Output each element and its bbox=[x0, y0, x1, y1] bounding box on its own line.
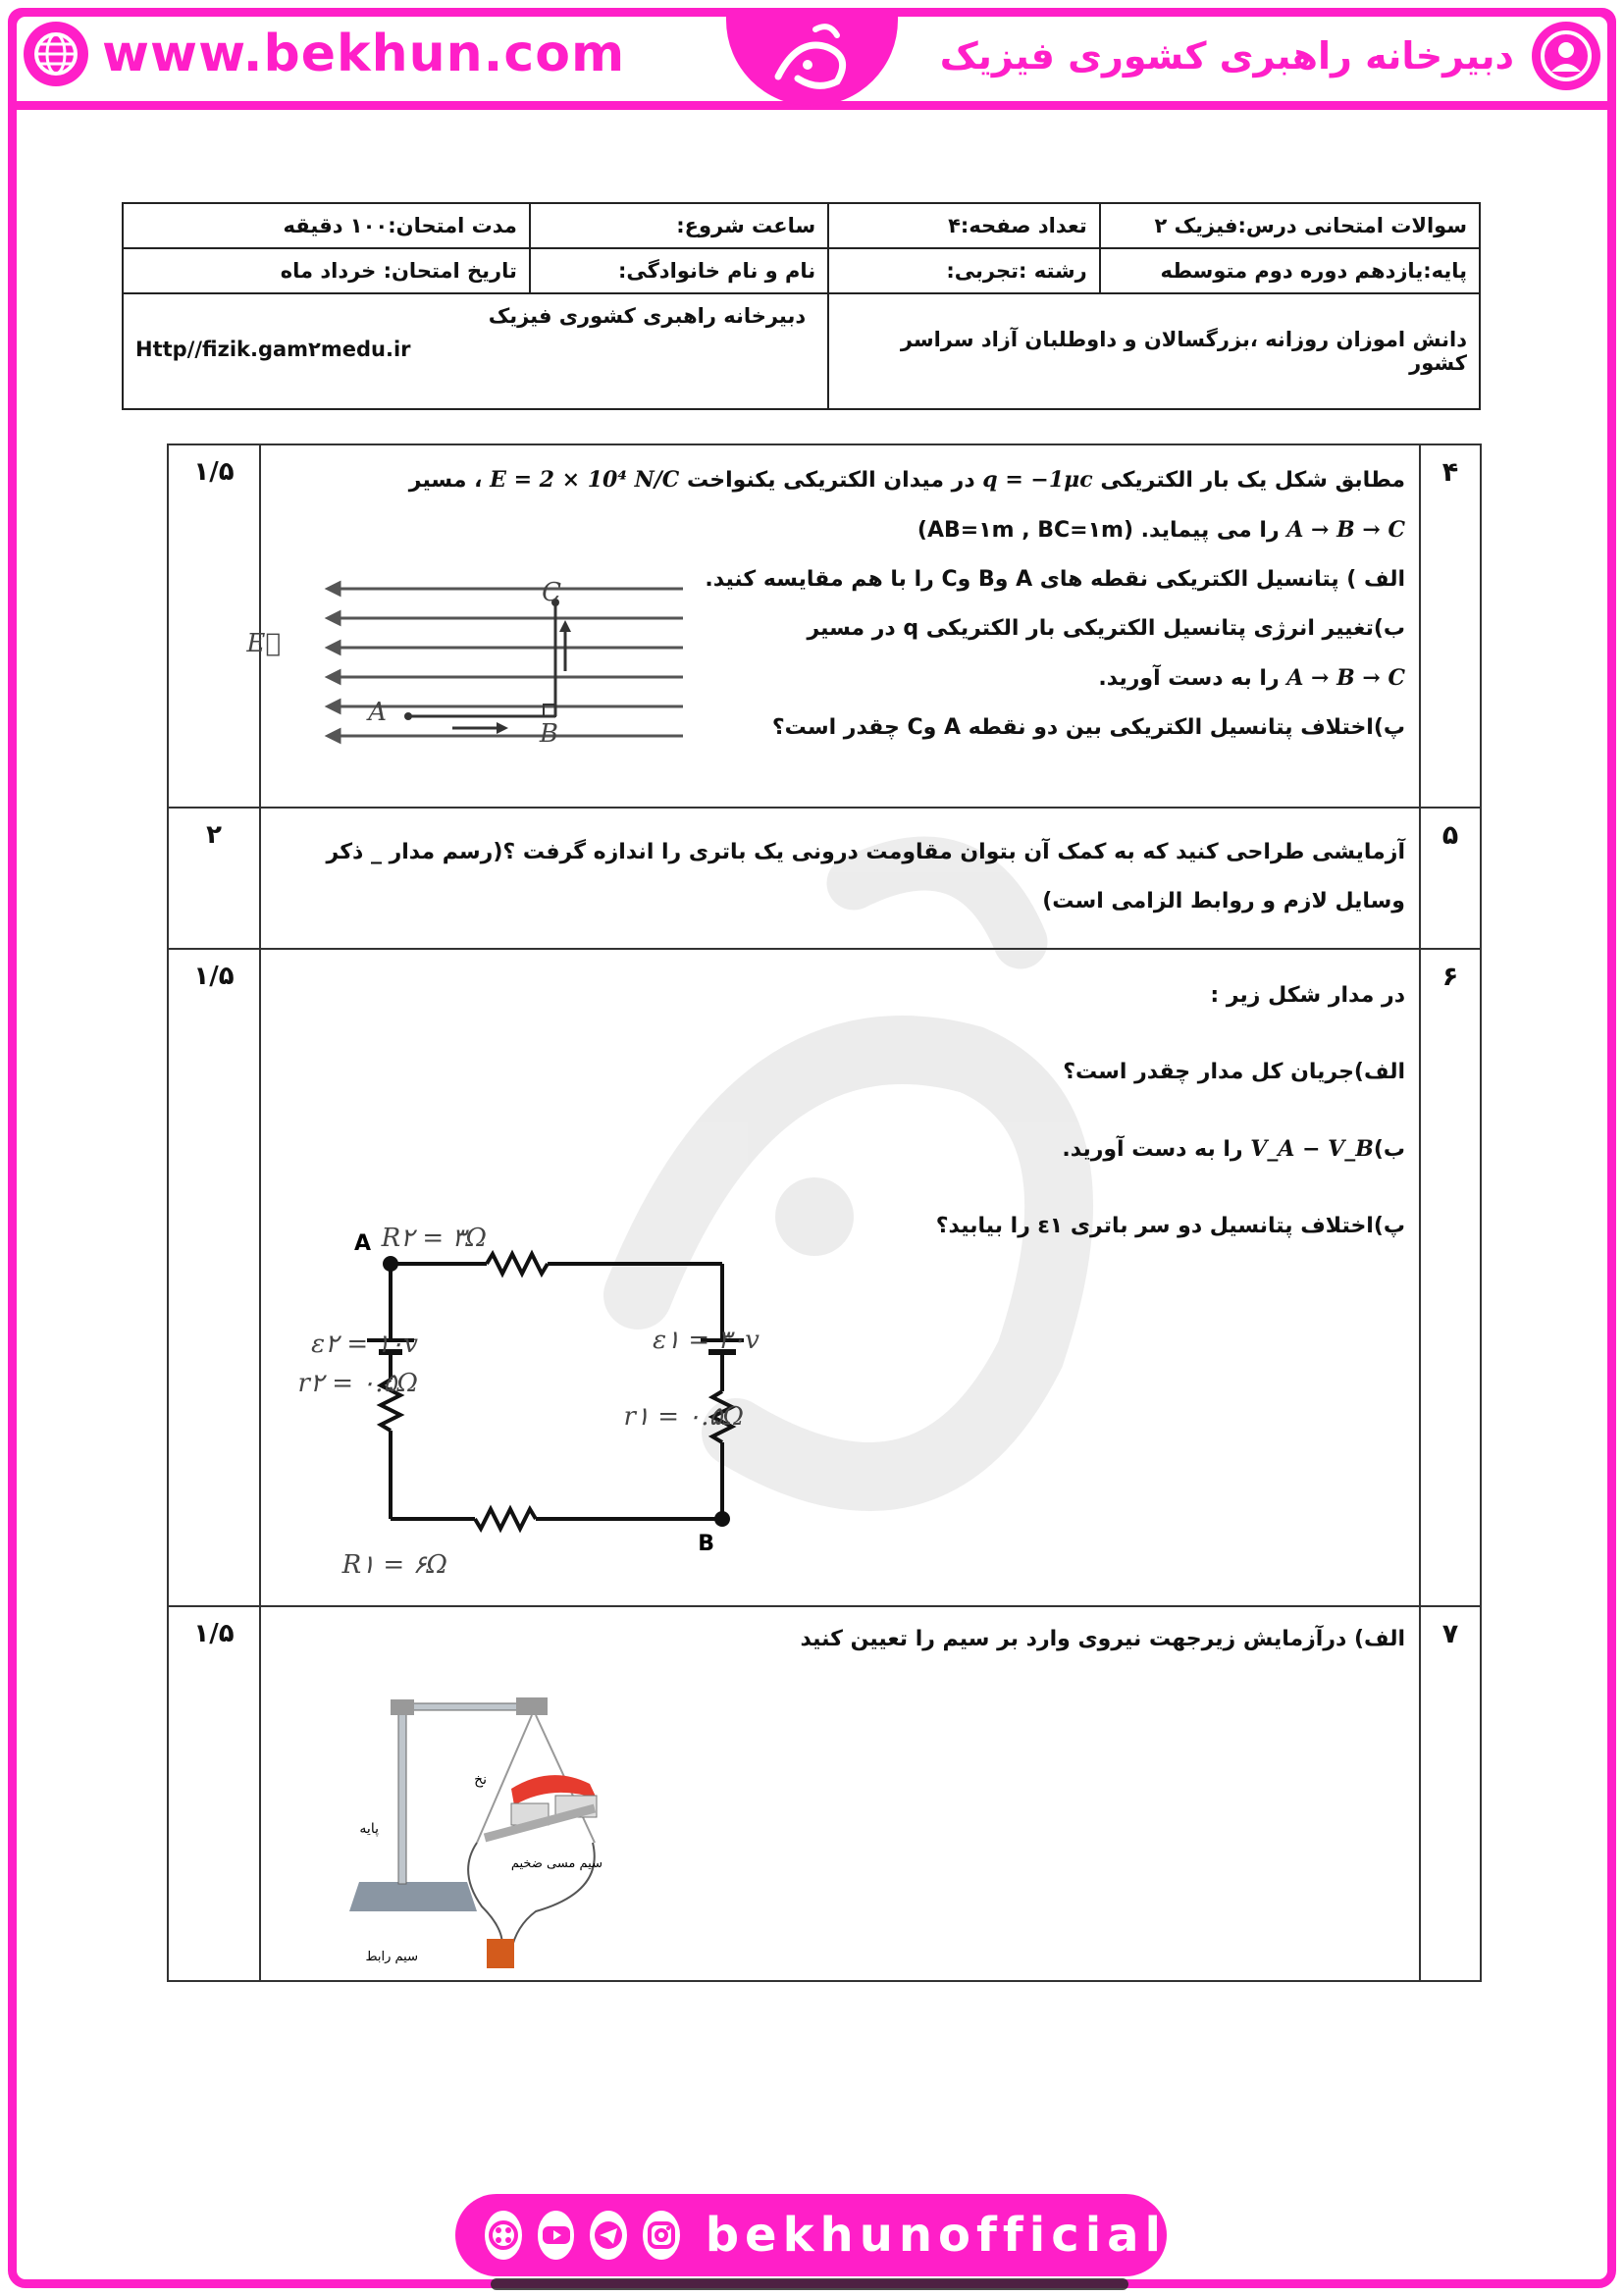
question-score: ۱/۵ bbox=[168, 949, 260, 1606]
user-icon[interactable] bbox=[1532, 22, 1600, 90]
website-link[interactable] bbox=[24, 22, 625, 86]
q6-part-b bbox=[275, 1124, 1405, 1174]
info-grade: پایه:یازدهم دوره دوم متوسطه bbox=[1100, 248, 1480, 293]
social-bar bbox=[455, 2194, 1167, 2276]
question-number: ۶ bbox=[1420, 949, 1481, 1606]
question-body bbox=[260, 808, 1420, 949]
social-handle[interactable]: bekhunofficial bbox=[705, 2208, 1167, 2263]
q6-part-c: پ)اختلاف پتانسیل دو سر باتری ε۱ را بیابید؟ bbox=[935, 1214, 1405, 1238]
connector-label: سیم رابط bbox=[365, 1950, 418, 1964]
info-field: رشته :تجربی: bbox=[828, 248, 1100, 293]
question-score: ۱/۵ bbox=[168, 1606, 260, 1981]
info-duration: مدت امتحان:۱۰۰ دقیقه bbox=[123, 203, 530, 248]
info-start-time: ساعت شروع: bbox=[530, 203, 828, 248]
point-a-label: A bbox=[368, 698, 387, 727]
r1-label: R۱ = ۶Ω bbox=[341, 1550, 447, 1580]
info-audience: دانش اموزان روزانه ،بزرگسالان و داوطلبان آزاد سراسر کشور bbox=[828, 293, 1480, 409]
info-row-2 bbox=[123, 248, 1480, 293]
info-org-title: دبیرخانه راهبری کشوری فیزیک bbox=[488, 304, 807, 328]
q5-line-2: وسایل لازم و روابط الزامی است) bbox=[1042, 889, 1405, 913]
q6-part-a: الف)جریان کل مدار چقدر است؟ bbox=[1063, 1060, 1405, 1084]
info-org bbox=[123, 293, 828, 409]
q4-line-2 bbox=[275, 505, 1405, 555]
ir1-label: r۱ = ۰.۵Ω bbox=[623, 1402, 744, 1432]
q4-path-eq: A → B → C bbox=[1286, 517, 1405, 543]
q4-text: را می پیماید. (AB=۱m , BC=۱m) bbox=[917, 518, 1280, 543]
q4-text: ، مسیر bbox=[408, 468, 483, 493]
question-body bbox=[260, 949, 1420, 1606]
q4-path-eq: A → B → C bbox=[1286, 665, 1405, 691]
exam-info-table bbox=[122, 202, 1481, 410]
telegram-icon[interactable] bbox=[590, 2211, 627, 2260]
question-number: ۴ bbox=[1420, 444, 1481, 808]
question-row-6 bbox=[168, 949, 1481, 1606]
question-number: ۷ bbox=[1420, 1606, 1481, 1981]
point-c-label: C bbox=[542, 578, 561, 607]
q6-intro: در مدار شکل زیر : bbox=[1210, 983, 1405, 1008]
info-row-3 bbox=[123, 293, 1480, 409]
question-row-4 bbox=[168, 444, 1481, 808]
info-subject: سوالات امتحانی درس:فیزیک ۲ bbox=[1100, 203, 1480, 248]
q7-part-a: الف) درآزمایش زیرجهت نیروی وارد بر سیم را تعیین کنید bbox=[800, 1627, 1405, 1651]
q4-text: مطابق شکل یک بار الکتریکی bbox=[1100, 468, 1405, 493]
q4-line-1 bbox=[275, 455, 1405, 505]
question-score: ۱/۵ bbox=[168, 444, 260, 808]
info-name: نام و نام خانوادگی: bbox=[530, 248, 828, 293]
electric-field-figure bbox=[246, 573, 693, 769]
q4-part-c: پ)اختلاف پتانسیل الکتریکی بین دو نقطه A وC چقدر است؟ bbox=[771, 715, 1405, 740]
q6-potential-eq: V_A − V_B bbox=[1250, 1136, 1374, 1162]
stand-label: پایه bbox=[359, 1821, 379, 1837]
questions-table bbox=[167, 444, 1482, 1982]
info-org-url[interactable]: Http//fizik.gam۲medu.ir bbox=[135, 338, 411, 361]
q6-text: را به دست آورید. bbox=[1062, 1137, 1243, 1162]
point-b-label: B bbox=[539, 719, 558, 749]
question-row-5 bbox=[168, 808, 1481, 949]
q4-part-a: الف ) پتانسیل الکتریکی نقطه های A وB وC را با هم مقایسه کنید. bbox=[705, 567, 1405, 592]
r2-label: R۲ = ۳Ω bbox=[381, 1224, 487, 1253]
youtube-icon[interactable] bbox=[538, 2211, 575, 2260]
q4-text: را به دست آورید. bbox=[1098, 666, 1280, 691]
question-number: ۵ bbox=[1420, 808, 1481, 949]
info-pages: تعداد صفحه:۴ bbox=[828, 203, 1100, 248]
q4-part-b1: ب)تغییر انرژی پتانسیل الکتریکی بار الکتریکی q در مسیر bbox=[807, 616, 1405, 641]
q4-charge-eq: q = −1μc bbox=[982, 467, 1093, 493]
aparat-icon[interactable] bbox=[485, 2211, 522, 2260]
brand-title: دبیرخانه راهبری کشوری فیزیک bbox=[939, 34, 1514, 78]
globe-icon bbox=[24, 22, 88, 86]
info-date: تاریخ امتحان: خرداد ماه bbox=[123, 248, 530, 293]
wire-label: سیم مسی ضخیم bbox=[510, 1856, 602, 1871]
question-row-7 bbox=[168, 1606, 1481, 1981]
magnet-experiment-figure bbox=[340, 1676, 752, 1970]
node-a-label: A bbox=[353, 1231, 371, 1256]
node-b-label: B bbox=[698, 1532, 714, 1556]
thread-label: نخ bbox=[474, 1772, 487, 1788]
website-url[interactable]: www.bekhun.com bbox=[102, 25, 626, 83]
q4-field-eq: E = 2 × 10⁴ N/C bbox=[490, 467, 680, 493]
e1-label: ε۱ = ۳۰v bbox=[653, 1326, 760, 1355]
instagram-icon[interactable] bbox=[643, 2211, 680, 2260]
brand bbox=[940, 22, 1600, 90]
question-body bbox=[260, 1606, 1420, 1981]
field-label: E⃗ bbox=[246, 629, 281, 658]
question-score: ۲ bbox=[168, 808, 260, 949]
ir2-label: r۲ = ۰.۵Ω bbox=[297, 1369, 418, 1398]
q6-text: ب) bbox=[1373, 1137, 1405, 1162]
q4-text: در میدان الکتریکی یکنواخت bbox=[686, 468, 975, 493]
footer-shadow bbox=[491, 2278, 1128, 2290]
e2-label: ε۲ = ۱۰v bbox=[311, 1330, 418, 1359]
question-body bbox=[246, 444, 1420, 808]
circuit-figure bbox=[297, 1215, 928, 1588]
q5-line-1: آزمایشی طراحی کنید که به کمک آن بتوان مقاومت درونی یک باتری را اندازه گرفت ؟(رسم مدار _ ذکر bbox=[326, 840, 1405, 864]
info-row-1 bbox=[123, 203, 1480, 248]
